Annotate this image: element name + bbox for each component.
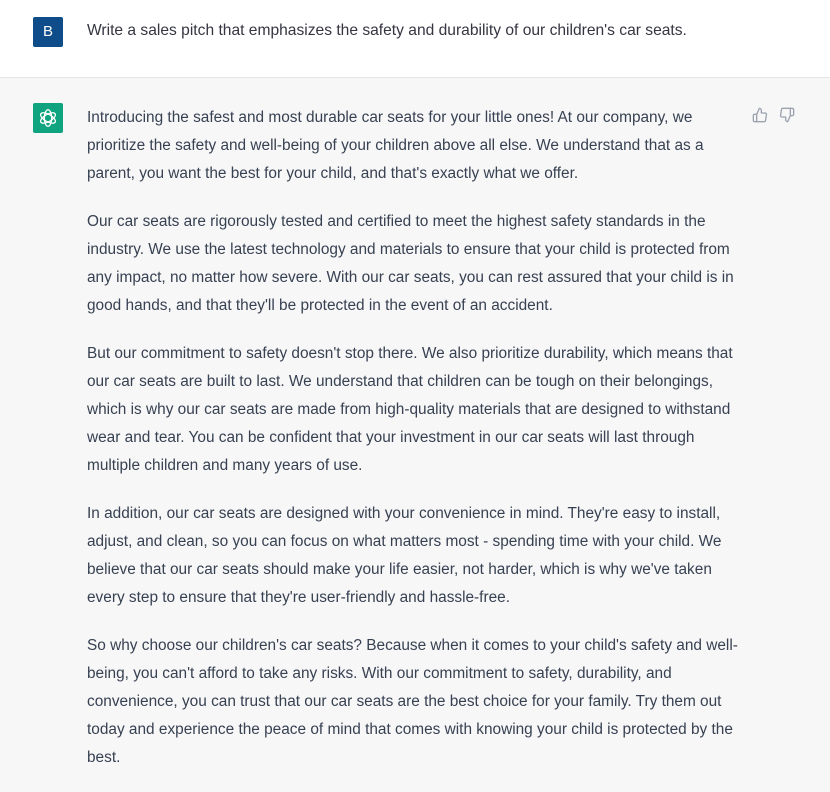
assistant-answer xyxy=(87,104,747,792)
thumbs-up-icon[interactable] xyxy=(751,106,769,124)
answer-paragraph-5: So why choose our children's car seats? Because when it comes to your child's safety and well-being, you can't afford to take any risks. With our commitment to safety, durability, and convenience, you can trust that our car seats are the best choice for your family. Try them out today and experience the peace of mind that comes with knowing your child is protected by the best. xyxy=(87,637,738,766)
answer-paragraph-1: Introducing the safest and most durable car seats for your little ones! At our company, we prioritize the safety and well-being of your children above all else. We understand that as a parent, you want the best for your child, and that's exactly what we offer. xyxy=(87,109,704,182)
user-message-text: Write a sales pitch that emphasizes the safety and durability of our children's car seats. xyxy=(87,22,687,39)
answer-paragraph-3: But our commitment to safety doesn't stop there. We also prioritize durability, which means that our car seats are built to last. We understand that children can be tough on their belongings, which is why our car seats are made from high-quality materials that are designed to withstand wear and tear. You can be confident that your investment in our car seats will last through multiple children and many years of use. xyxy=(87,345,733,474)
thumbs-down-icon[interactable] xyxy=(778,106,796,124)
answer-paragraph-2: Our car seats are rigorously tested and certified to meet the highest safety standards in the industry. We use the latest technology and materials to ensure that your child is protected from any impact, no matter how severe. With our car seats, you can rest assured that your child is in good hands, and that they'll be protected in the event of an accident. xyxy=(87,213,734,314)
answer-paragraph-4: In addition, our car seats are designed with your convenience in mind. They're easy to install, adjust, and clean, so you can focus on what matters most - spending time with your child. We believe that our car seats should make your life easier, not harder, which is why we've taken every step to ensure that they're user-friendly and hassle-free. xyxy=(87,505,722,606)
openai-logo-icon xyxy=(33,103,63,133)
assistant-message-row xyxy=(0,78,830,792)
user-message-row xyxy=(0,0,830,78)
user-avatar: B xyxy=(33,17,63,47)
